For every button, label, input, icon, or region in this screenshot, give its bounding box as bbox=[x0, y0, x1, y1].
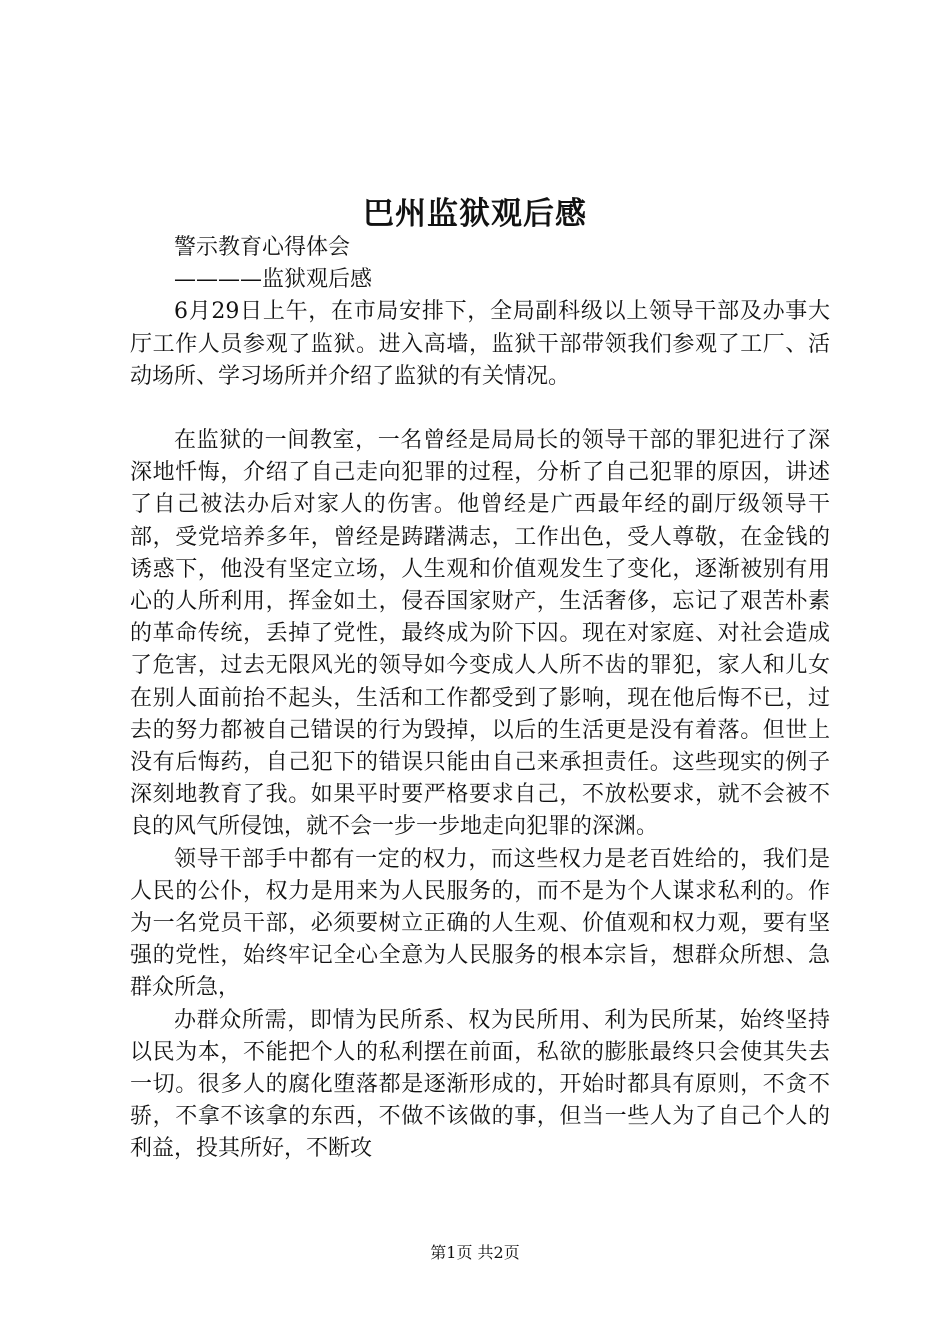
subtitle: 警示教育心得体会 bbox=[174, 235, 351, 260]
paragraph-1: 6月29日上午，在市局安排下，全局副科级以上领导干部及办事大厅工作人员参观了监狱。进入高墙，监狱干部带领我们参观了工厂、活动场所、学习场所并介绍了监狱的有关情况。 bbox=[130, 299, 830, 389]
paragraph-2: 在监狱的一间教室，一名曾经是局局长的领导干部的罪犯进行了深深地忏悔，介绍了自己走向犯罪的过程，分析了自己犯罪的原因，讲述了自己被法办后对家人的伤害。他曾经是广西最年经的副厅级领导干部，受党培养多年，曾经是踌躇满志，工作出色，受人尊敬，在金钱的诱惑下，他没有坚定立场，人生观和价值观发生了变化，逐渐被别有用心的人所利用，挥金如土，侵吞国家财产，生活奢侈，忘记了艰苦朴素的革命传统，丢掉了党性，最终成为阶下囚。现在对家庭、对社会造成了危害，过去无限风光的领导如今变成人人所不齿的罪犯，家人和儿女在别人面前抬不起头，生活和工作都受到了影响，现在他后悔不已，过去的努力都被自己错误的行为毁掉，以后的生活更是没有着落。但世上没有后悔药，自己犯下的错误只能由自己来承担责任。这些现实的例子深刻地教育了我。如果平时要严格要求自己，不放松要求，就不会被不良的风气所侵蚀，就不会一步一步地走向犯罪的深渊。 bbox=[130, 428, 830, 840]
paragraph-4: 办群众所需，即情为民所系、权为民所用、利为民所某，始终坚持以民为本，不能把个人的私利摆在前面，私欲的膨胀最终只会使其失去一切。很多人的腐化堕落都是逐渐形成的，开始时都具有原则，不贪不骄，不拿不该拿的东西，不做不该做的事，但当一些人为了自己个人的利益，投其所好，不断攻 bbox=[130, 1007, 830, 1162]
subtitle-secondary: ————监狱观后感 bbox=[174, 267, 373, 293]
paragraph-3: 领导干部手中都有一定的权力，而这些权力是老百姓给的，我们是人民的公仆，权力是用来为人民服务的，而不是为个人谋求私利的。作为一名党员干部，必须要树立正确的人生观、价值观和权力观，要有坚强的党性，始终牢记全心全意为人民服务的根本宗旨，想群众所想、急群众所急， bbox=[130, 846, 830, 1001]
document-body bbox=[130, 232, 830, 1166]
page-number: 第1页 共2页 bbox=[430, 1243, 520, 1262]
document-title: 巴州监狱观后感 bbox=[363, 196, 587, 232]
